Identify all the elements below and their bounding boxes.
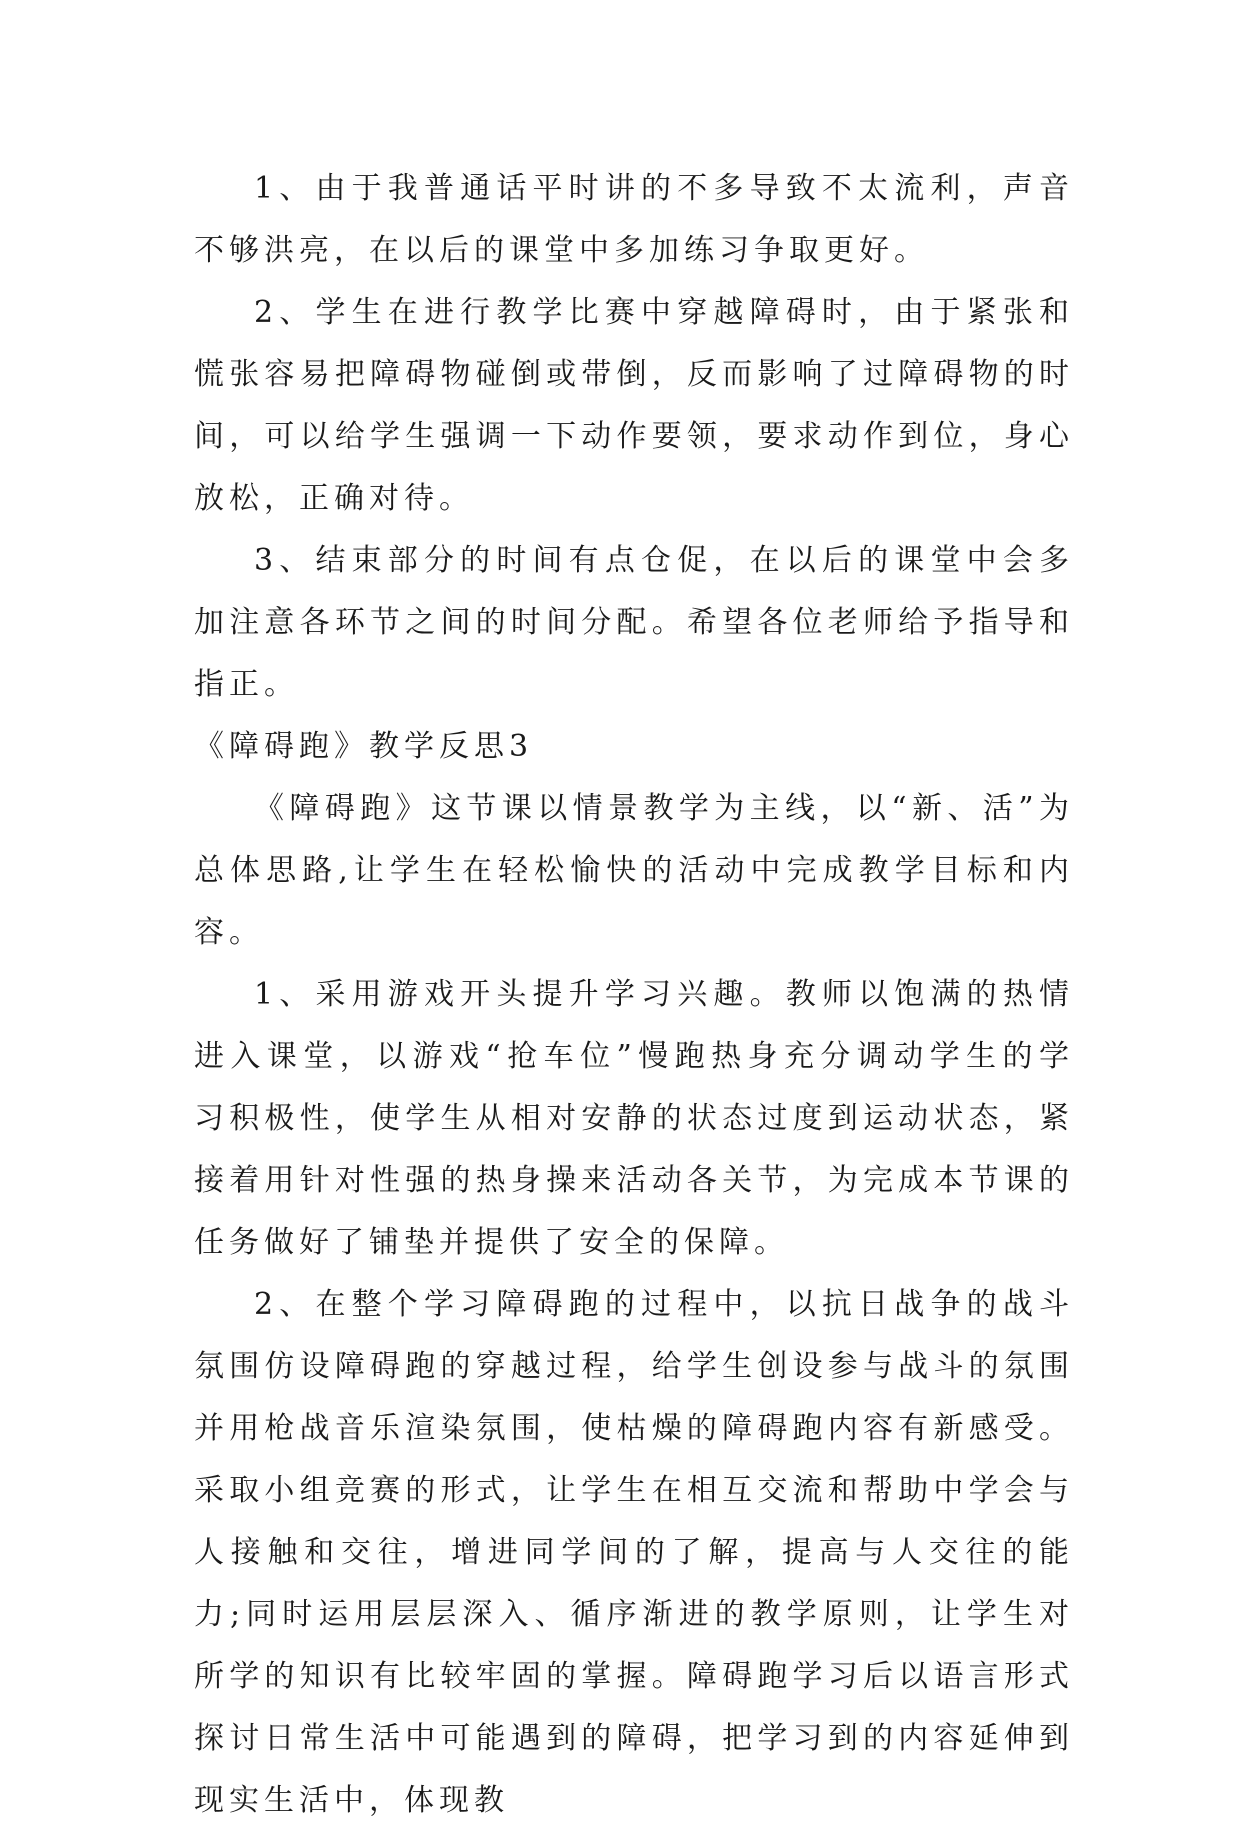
paragraph-3: 3、结束部分的时间有点仓促，在以后的课堂中会多加注意各环节之间的时间分配。希望各位老师给予指导和指正。 <box>194 543 1074 702</box>
paragraph-5: 1、采用游戏开头提升学习兴趣。教师以饱满的热情进入课堂，以游戏“抢车位”慢跑热身充分调动学生的学习积极性，使学生从相对安静的状态过度到运动状态，紧接着用针对性强的热身操来活动各关节，为完成本节课的任务做好了铺垫并提供了安全的保障。 <box>194 977 1074 1260</box>
document-body <box>194 158 1074 1832</box>
paragraph-6: 2、在整个学习障碍跑的过程中，以抗日战争的战斗氛围仿设障碍跑的穿越过程，给学生创设参与战斗的氛围并用枪战音乐渲染氛围，使枯燥的障碍跑内容有新感受。采取小组竞赛的形式，让学生在相互交流和帮助中学会与人接触和交往，增进同学间的了解，提高与人交往的能力;同时运用层层深入、循序渐进的教学原则，让学生对所学的知识有比较牢固的掌握。障碍跑学习后以语言形式探讨日常生活中可能遇到的障碍，把学习到的内容延伸到现实生活中，体现教 <box>194 1287 1074 1818</box>
paragraph-4: 《障碍跑》这节课以情景教学为主线，以“新、活”为总体思路,让学生在轻松愉快的活动中完成教学目标和内容。 <box>194 791 1074 950</box>
paragraph-2: 2、学生在进行教学比赛中穿越障碍时，由于紧张和慌张容易把障碍物碰倒或带倒，反而影响了过障碍物的时间，可以给学生强调一下动作要领，要求动作到位，身心放松，正确对待。 <box>194 295 1074 516</box>
section-heading: 《障碍跑》教学反思3 <box>194 729 534 764</box>
paragraph-1: 1、由于我普通话平时讲的不多导致不太流利，声音不够洪亮，在以后的课堂中多加练习争取更好。 <box>194 171 1074 268</box>
